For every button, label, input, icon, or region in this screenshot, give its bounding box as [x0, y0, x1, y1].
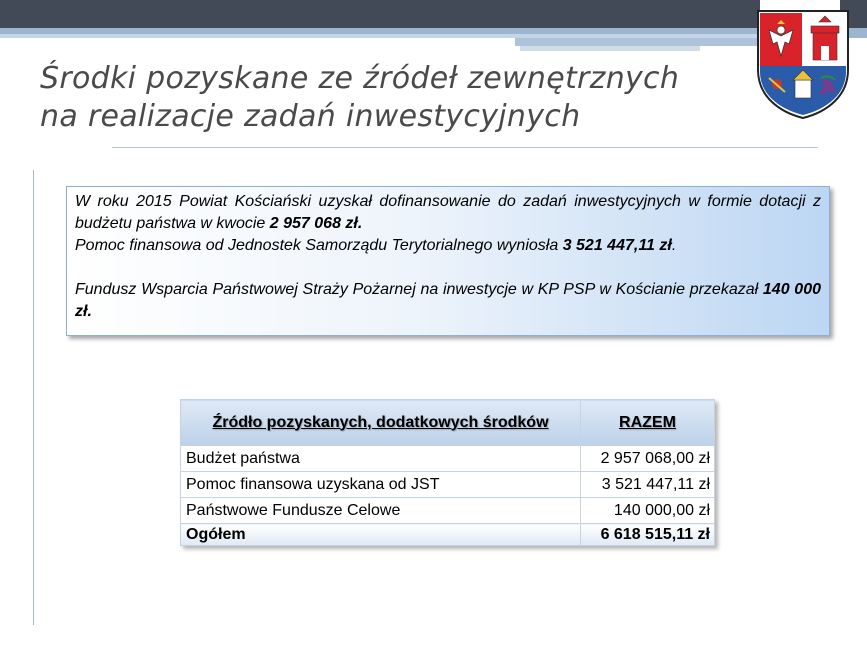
table-total-value: 6 618 515,11 zł: [581, 524, 715, 546]
table-cell-label: Państwowe Fundusze Celowe: [181, 498, 581, 524]
top-bar-blue-accent: [515, 38, 760, 46]
table-header-total: RAZEM: [581, 400, 715, 446]
info-box: [66, 186, 830, 336]
table-total-label: Ogółem: [181, 524, 581, 546]
table-cell-label: Pomoc finansowa uzyskana od JST: [181, 472, 581, 498]
table-total-row: [181, 524, 715, 546]
table-row: [181, 472, 715, 498]
table-row: [181, 498, 715, 524]
table-cell-value: 2 957 068,00 zł: [581, 446, 715, 472]
coat-of-arms-icon: [755, 8, 851, 120]
slide-title-line2: na realizacje zadań inwestycyjnych: [40, 99, 581, 134]
table-cell-label: Budżet państwa: [181, 446, 581, 472]
table-cell-value: 3 521 447,11 zł: [581, 472, 715, 498]
info-paragraph-fund: [75, 279, 821, 323]
top-bar-dark: [0, 0, 760, 28]
table-header-source: Źródło pozyskanych, dodatkowych środków: [181, 400, 581, 446]
slide-title-line1: Środki pozyskane ze źródeł zewnętrznych: [40, 61, 680, 96]
info-amount-jst: 3 521 447,11 zł: [562, 237, 672, 254]
slide-title: [40, 60, 740, 136]
title-divider: [112, 147, 818, 148]
top-bar-blue-accent-light: [520, 46, 700, 51]
table-row: [181, 446, 715, 472]
info-amount-budget: 2 957 068 zł.: [269, 215, 363, 232]
table-header-row: [181, 400, 715, 446]
info-text-budget: W roku 2015 Powiat Kościański uzyskał dofinansowanie do zadań inwestycyjnych w formie dotacji z budżetu państwa w kwocie: [75, 193, 821, 232]
info-text-fund: Fundusz Wsparcia Państwowej Straży Pożarnej na inwestycje w KP PSP w Kościanie przekazał: [75, 281, 763, 298]
info-amount-fund: 140 000 zł.: [75, 281, 821, 320]
funding-table: [180, 399, 715, 546]
info-text-jst: Pomoc finansowa od Jednostek Samorządu Terytorialnego wyniosła: [75, 237, 563, 254]
info-paragraph-budget: [75, 191, 821, 235]
table-cell-value: 140 000,00 zł: [581, 498, 715, 524]
info-paragraph-jst: [75, 235, 821, 257]
left-divider: [33, 170, 34, 625]
info-text-jst-end: .: [671, 237, 677, 254]
info-spacer: [75, 257, 821, 279]
